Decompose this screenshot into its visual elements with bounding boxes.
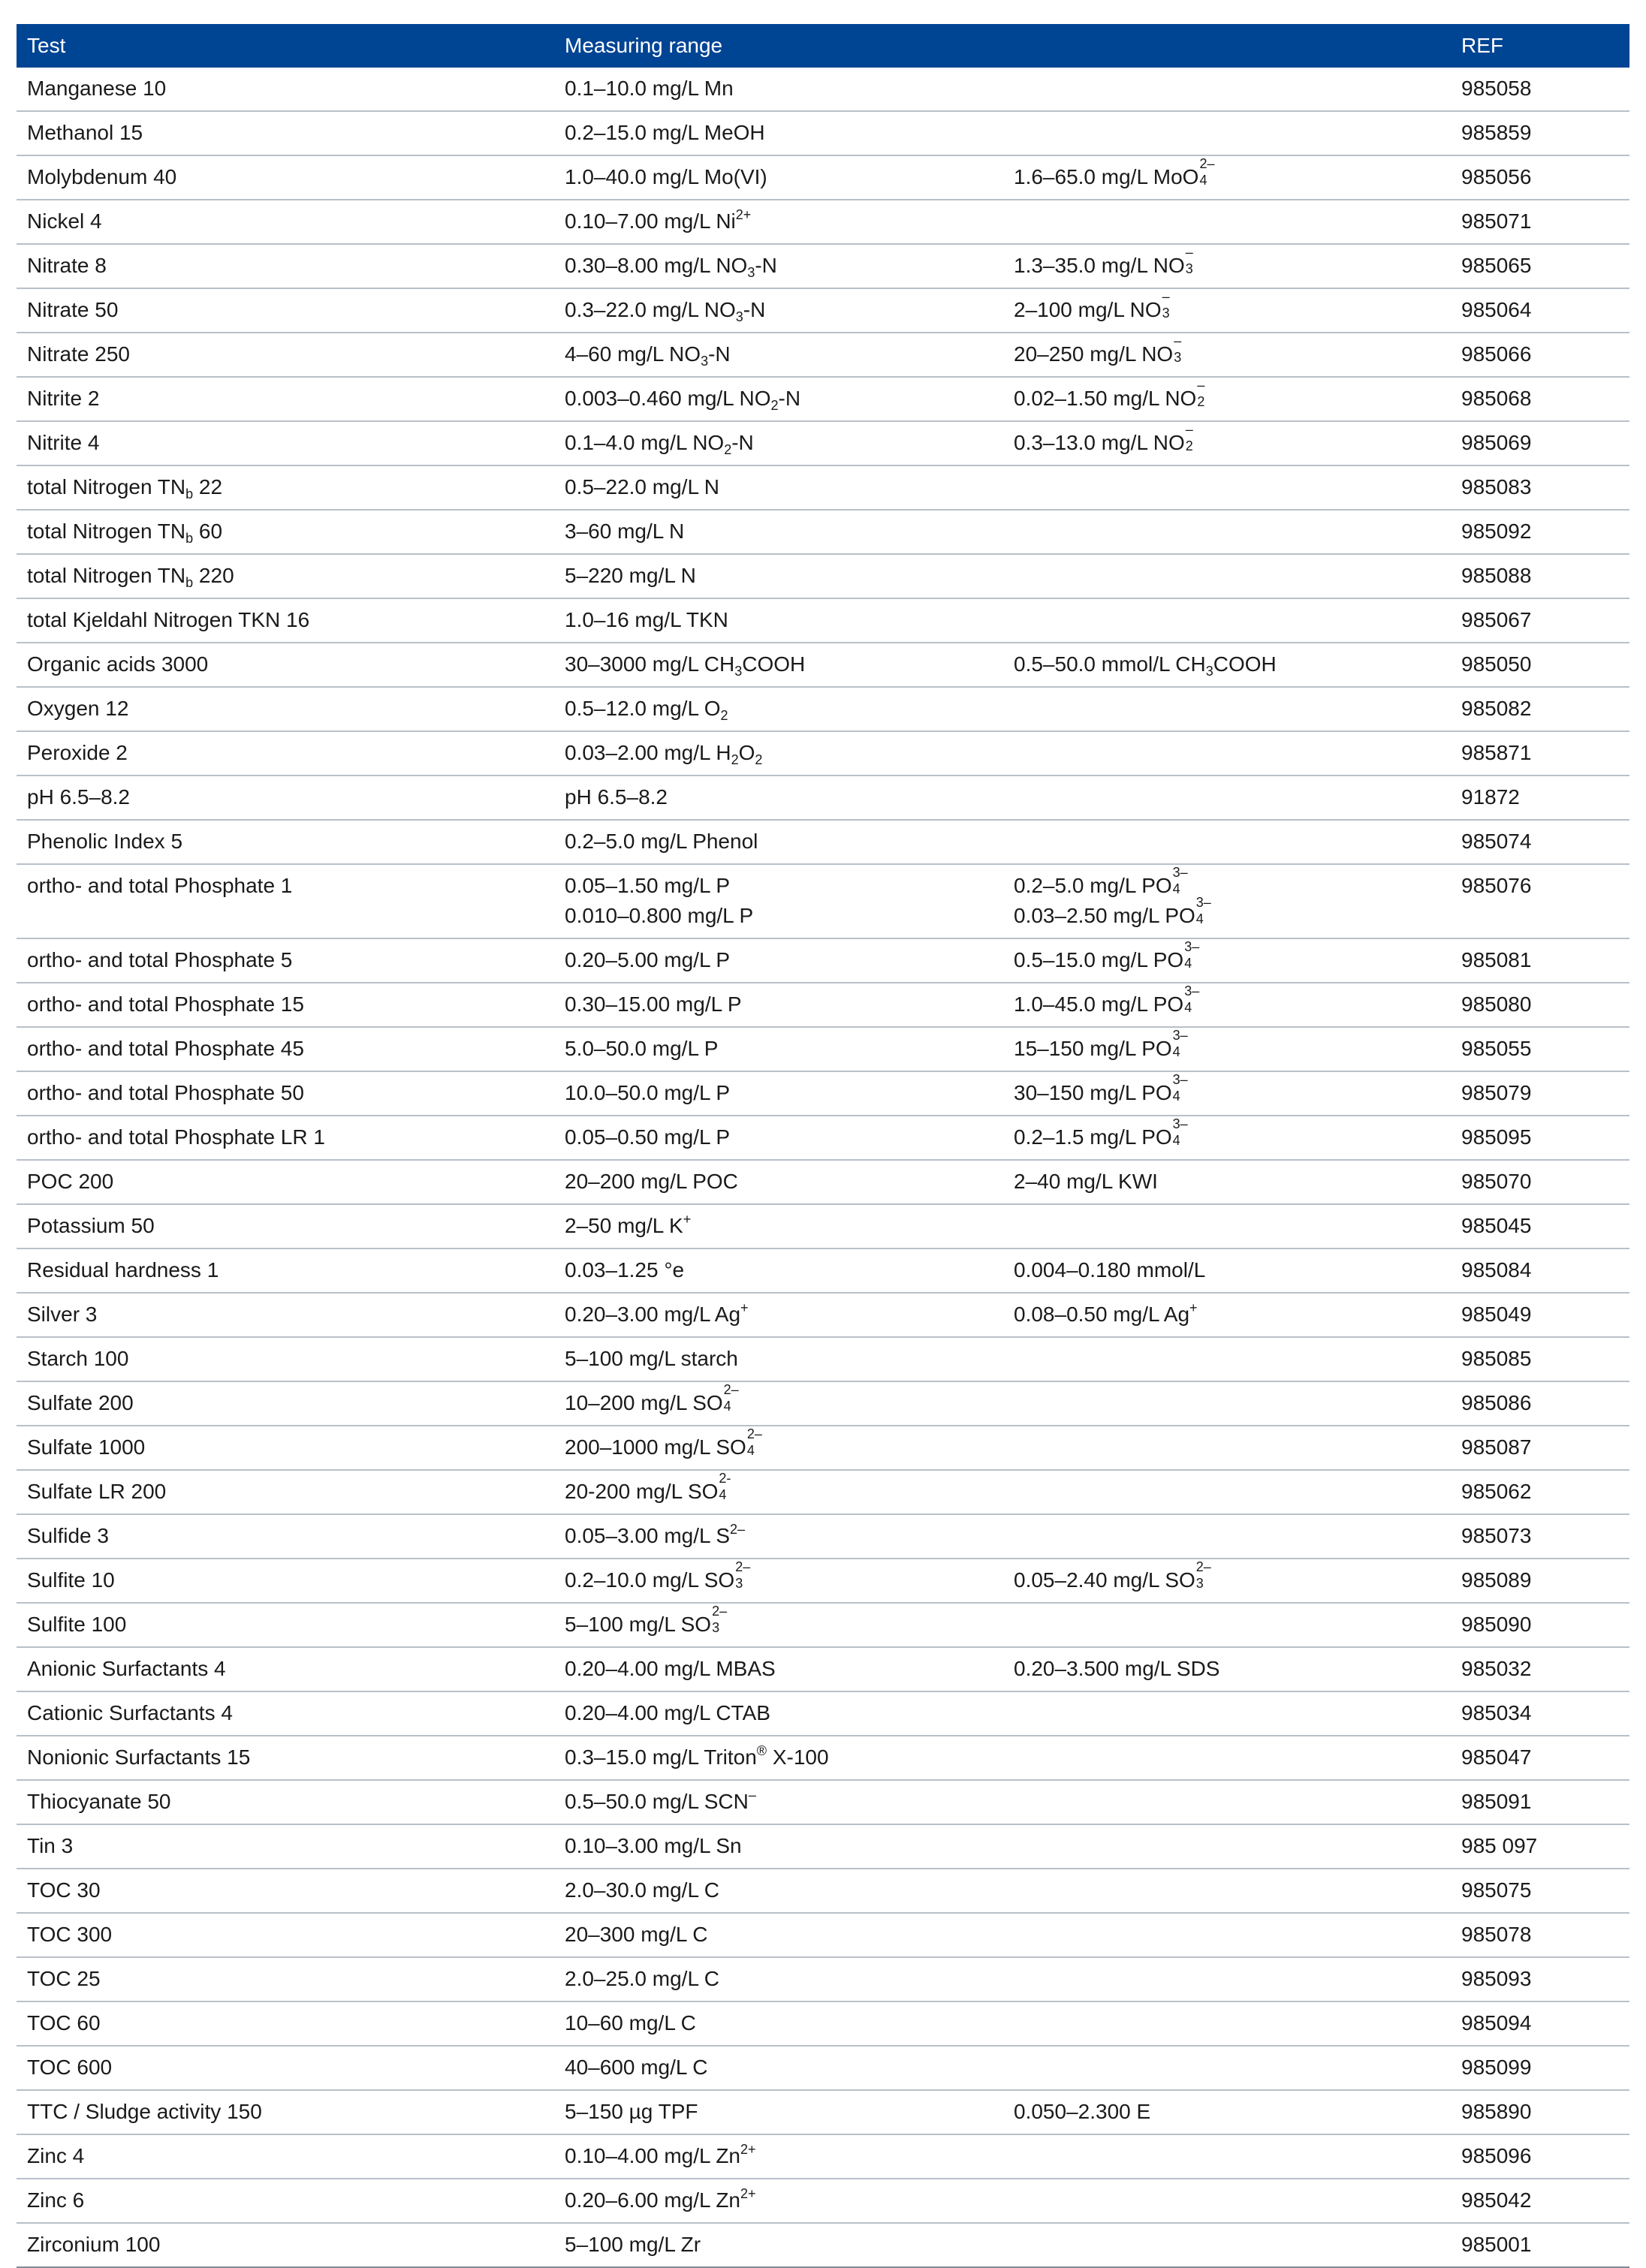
table-row: [17, 1780, 1629, 1824]
table-row: [17, 1514, 1629, 1559]
measuring-range-cell: 0.20–4.00 mg/L CTAB: [554, 1691, 1003, 1736]
ref-number-cell: 985075: [1451, 1869, 1629, 1913]
measuring-range-cell: pH 6.5–8.2: [554, 776, 1003, 820]
alt-range-cell: 0.004–0.180 mmol/L: [1003, 1248, 1451, 1293]
test-name-cell: Zinc 4: [17, 2134, 554, 2179]
measuring-range-cell: 4–60 mg/L $NO_3-N$: [554, 333, 1003, 377]
table-row: [17, 288, 1629, 333]
table-row: [17, 1957, 1629, 2001]
alt-range-cell: 1.3–35.0 mg/L NO – 3: [1003, 244, 1451, 288]
test-name-cell: Sulfate 1000: [17, 1426, 554, 1470]
measuring-range-cell: 0.003–0.460 mg/L $NO_2-N$: [554, 377, 1003, 421]
ref-number-cell: 985890: [1451, 2090, 1629, 2134]
ref-number-cell: 985068: [1451, 377, 1629, 421]
test-name-cell: total Nitrogen $TN_b$ 220: [17, 554, 554, 598]
measuring-range-cell: 0.5–22.0 mg/L N: [554, 465, 1003, 510]
measuring-range-cell: 0.1–10.0 mg/L Mn: [554, 68, 1003, 111]
alt-range-cell: 30–150 mg/L PO 3– 4: [1003, 1071, 1451, 1116]
test-kit-table: [17, 24, 1629, 2268]
ref-number-cell: 985032: [1451, 1647, 1629, 1691]
ref-number-cell: 985 097: [1451, 1824, 1629, 1869]
ref-number-cell: 985099: [1451, 2046, 1629, 2090]
test-name-cell: TOC 25: [17, 1957, 554, 2001]
ref-number-cell: 985074: [1451, 820, 1629, 864]
measuring-range-cell: 40–600 mg/L C: [554, 2046, 1003, 2090]
measuring-range-cell: 0.05–0.50 mg/L P: [554, 1116, 1003, 1160]
test-name-cell: TTC / Sludge activity 150: [17, 2090, 554, 2134]
ref-number-cell: 985076: [1451, 864, 1629, 938]
alt-range-cell: [1003, 1426, 1451, 1470]
ref-number-cell: 985064: [1451, 288, 1629, 333]
measuring-range-cell: 0.10–3.00 mg/L Sn: [554, 1824, 1003, 1869]
alt-range-cell: 0.050–2.300 E: [1003, 2090, 1451, 2134]
measuring-range-cell: 0.10–7.00 mg/L $Ni^{2+}$: [554, 200, 1003, 244]
measuring-range-cell: 1.0–40.0 mg/L Mo(VI): [554, 155, 1003, 200]
ref-number-cell: 985070: [1451, 1160, 1629, 1204]
alt-range-cell: 15–150 mg/L PO 3– 4: [1003, 1027, 1451, 1071]
alt-range-cell: 0.20–3.500 mg/L SDS: [1003, 1647, 1451, 1691]
alt-range-cell: [1003, 2134, 1451, 2179]
test-name-cell: Manganese 10: [17, 68, 554, 111]
alt-range-cell: [1003, 687, 1451, 731]
test-name-cell: Nickel 4: [17, 200, 554, 244]
table-row: [17, 554, 1629, 598]
alt-range-cell: [1003, 510, 1451, 554]
ref-number-cell: 985073: [1451, 1514, 1629, 1559]
ref-number-cell: 985091: [1451, 1780, 1629, 1824]
ref-number-cell: 985085: [1451, 1337, 1629, 1381]
alt-range-cell: 0.2–5.0 mg/L PO 3– 4 0.03–2.50 mg/L PO 3– 4: [1003, 864, 1451, 938]
test-name-cell: total Nitrogen $TN_b$ 22: [17, 465, 554, 510]
table-row: [17, 244, 1629, 288]
test-name-cell: Methanol 15: [17, 111, 554, 155]
alt-range-cell: 20–250 mg/L NO – 3: [1003, 333, 1451, 377]
alt-range-cell: [1003, 1470, 1451, 1514]
measuring-range-cell: 2.0–25.0 mg/L C: [554, 1957, 1003, 2001]
alt-range-cell: [1003, 1337, 1451, 1381]
ref-number-cell: 985093: [1451, 1957, 1629, 2001]
test-name-cell: Residual hardness 1: [17, 1248, 554, 1293]
table-row: [17, 1337, 1629, 1381]
measuring-range-cell: 0.20–5.00 mg/L P: [554, 938, 1003, 983]
test-name-cell: total Kjeldahl Nitrogen TKN 16: [17, 598, 554, 643]
alt-range-cell: [1003, 1691, 1451, 1736]
measuring-range-cell: 200–1000 mg/L SO 2– 4: [554, 1426, 1003, 1470]
table-row: [17, 1293, 1629, 1337]
table-row: [17, 864, 1629, 938]
ref-number-cell: 985087: [1451, 1426, 1629, 1470]
test-name-cell: Potassium 50: [17, 1204, 554, 1248]
test-name-cell: Nitrite 4: [17, 421, 554, 465]
ref-number-cell: 985080: [1451, 983, 1629, 1027]
alt-range-cell: [1003, 1957, 1451, 2001]
alt-range-cell: [1003, 554, 1451, 598]
ref-number-cell: 985056: [1451, 155, 1629, 200]
alt-range-cell: 0.08–0.50 mg/L Ag+: [1003, 1293, 1451, 1337]
ref-number-cell: 985095: [1451, 1116, 1629, 1160]
ref-number-cell: 985067: [1451, 598, 1629, 643]
alt-range-cell: 2–40 mg/L KWI: [1003, 1160, 1451, 1204]
measuring-range-cell: 5–100 mg/L SO 2– 3: [554, 1603, 1003, 1647]
measuring-range-cell: 0.30–15.00 mg/L P: [554, 983, 1003, 1027]
alt-range-cell: 0.02–1.50 mg/L NO – 2: [1003, 377, 1451, 421]
measuring-range-cell: 0.3–15.0 mg/L Triton® X-100: [554, 1736, 1003, 1780]
alt-range-cell: [1003, 1514, 1451, 1559]
ref-number-cell: 985871: [1451, 731, 1629, 776]
test-name-cell: Silver 3: [17, 1293, 554, 1337]
test-name-cell: Sulfide 3: [17, 1514, 554, 1559]
test-name-cell: TOC 60: [17, 2001, 554, 2046]
test-name-cell: Sulfite 10: [17, 1559, 554, 1603]
alt-range-cell: [1003, 731, 1451, 776]
test-name-cell: ortho- and total Phosphate 50: [17, 1071, 554, 1116]
test-name-cell: ortho- and total Phosphate 1: [17, 864, 554, 938]
measuring-range-cell: 10–60 mg/L C: [554, 2001, 1003, 2046]
alt-range-cell: [1003, 598, 1451, 643]
table-row: [17, 1426, 1629, 1470]
table-row: [17, 465, 1629, 510]
table-row: [17, 2090, 1629, 2134]
measuring-range-cell: 0.3–22.0 mg/L $NO_3-N$: [554, 288, 1003, 333]
measuring-range-cell: 10.0–50.0 mg/L P: [554, 1071, 1003, 1116]
ref-number-cell: 985094: [1451, 2001, 1629, 2046]
measuring-range-cell: 0.20–3.00 mg/L Ag+: [554, 1293, 1003, 1337]
test-name-cell: Sulfite 100: [17, 1603, 554, 1647]
table-row: [17, 731, 1629, 776]
test-name-cell: Zinc 6: [17, 2179, 554, 2223]
ref-number-cell: 985047: [1451, 1736, 1629, 1780]
measuring-range-cell: 1.0–16 mg/L TKN: [554, 598, 1003, 643]
measuring-range-cell: 2–50 mg/L K+: [554, 1204, 1003, 1248]
test-name-cell: TOC 30: [17, 1869, 554, 1913]
ref-number-cell: 985092: [1451, 510, 1629, 554]
alt-range-cell: 0.05–2.40 mg/L SO 2– 3: [1003, 1559, 1451, 1603]
alt-range-cell: 2–100 mg/L NO – 3: [1003, 288, 1451, 333]
ref-number-cell: 985042: [1451, 2179, 1629, 2223]
table-row: [17, 1470, 1629, 1514]
alt-range-cell: [1003, 2223, 1451, 2267]
table-row: [17, 111, 1629, 155]
ref-number-cell: 985086: [1451, 1381, 1629, 1426]
measuring-range-cell: 0.05–1.50 mg/L P 0.010–0.800 mg/L P: [554, 864, 1003, 938]
table-row: [17, 1116, 1629, 1160]
ref-number-cell: 985049: [1451, 1293, 1629, 1337]
measuring-range-cell: 0.2–15.0 mg/L MeOH: [554, 111, 1003, 155]
alt-range-cell: [1003, 68, 1451, 111]
table-row: [17, 2046, 1629, 2090]
test-name-cell: Oxygen 12: [17, 687, 554, 731]
alt-range-cell: [1003, 200, 1451, 244]
table-header-row: [17, 24, 1629, 68]
measuring-range-cell: 0.5–12.0 mg/L $O_2$: [554, 687, 1003, 731]
test-name-cell: ortho- and total Phosphate LR 1: [17, 1116, 554, 1160]
table-row: [17, 1603, 1629, 1647]
ref-number-cell: 985045: [1451, 1204, 1629, 1248]
alt-range-cell: [1003, 2046, 1451, 2090]
table-row: [17, 1204, 1629, 1248]
measuring-range-cell: 0.10–4.00 mg/L $Zn^{2+}$: [554, 2134, 1003, 2179]
table-row: [17, 1559, 1629, 1603]
measuring-range-cell: 0.2–10.0 mg/L SO 2– 3: [554, 1559, 1003, 1603]
test-name-cell: ortho- and total Phosphate 5: [17, 938, 554, 983]
table-row: [17, 421, 1629, 465]
ref-number-cell: 985066: [1451, 333, 1629, 377]
alt-range-cell: 0.3–13.0 mg/L NO – 2: [1003, 421, 1451, 465]
test-name-cell: Nitrate 50: [17, 288, 554, 333]
table-row: [17, 1160, 1629, 1204]
measuring-range-cell: 0.30–8.00 mg/L $NO_3-N$: [554, 244, 1003, 288]
table-row: [17, 2223, 1629, 2267]
test-name-cell: TOC 600: [17, 2046, 554, 2090]
test-name-cell: Sulfate LR 200: [17, 1470, 554, 1514]
alt-range-cell: [1003, 1824, 1451, 1869]
measuring-range-cell: 20-200 mg/L SO 2- 4: [554, 1470, 1003, 1514]
measuring-range-cell: 0.2–5.0 mg/L Phenol: [554, 820, 1003, 864]
ref-number-cell: 985055: [1451, 1027, 1629, 1071]
alt-range-cell: [1003, 465, 1451, 510]
ref-number-cell: 985090: [1451, 1603, 1629, 1647]
header-test: Test: [17, 24, 554, 68]
measuring-range-cell: 20–200 mg/L POC: [554, 1160, 1003, 1204]
test-name-cell: Organic acids 3000: [17, 643, 554, 687]
reagent-table-sheet: [17, 24, 1629, 2268]
test-name-cell: pH 6.5–8.2: [17, 776, 554, 820]
alt-range-cell: 0.5–15.0 mg/L PO 3– 4: [1003, 938, 1451, 983]
test-name-cell: total Nitrogen $TN_b$ 60: [17, 510, 554, 554]
table-row: [17, 377, 1629, 421]
measuring-range-cell: 0.1–4.0 mg/L $NO_2-N$: [554, 421, 1003, 465]
test-name-cell: Sulfate 200: [17, 1381, 554, 1426]
table-row: [17, 938, 1629, 983]
measuring-range-cell: 0.03–2.00 mg/L $H_2O_2$: [554, 731, 1003, 776]
test-name-cell: POC 200: [17, 1160, 554, 1204]
alt-range-cell: [1003, 1913, 1451, 1957]
ref-number-cell: 985069: [1451, 421, 1629, 465]
ref-number-cell: 985089: [1451, 1559, 1629, 1603]
test-name-cell: Nitrite 2: [17, 377, 554, 421]
table-row: [17, 200, 1629, 244]
ref-number-cell: 985034: [1451, 1691, 1629, 1736]
table-row: [17, 687, 1629, 731]
test-name-cell: Thiocyanate 50: [17, 1780, 554, 1824]
test-name-cell: ortho- and total Phosphate 45: [17, 1027, 554, 1071]
table-row: [17, 983, 1629, 1027]
test-name-cell: Peroxide 2: [17, 731, 554, 776]
table-row: [17, 1913, 1629, 1957]
alt-range-cell: 1.6–65.0 mg/L MoO 2– 4: [1003, 155, 1451, 200]
alt-range-cell: [1003, 1603, 1451, 1647]
measuring-range-cell: 5.0–50.0 mg/L P: [554, 1027, 1003, 1071]
header-measuring-range: Measuring range: [554, 24, 1003, 68]
table-row: [17, 776, 1629, 820]
table-row: [17, 68, 1629, 111]
alt-range-cell: 1.0–45.0 mg/L PO 3– 4: [1003, 983, 1451, 1027]
ref-number-cell: 985083: [1451, 465, 1629, 510]
measuring-range-cell: 5–150 µg TPF: [554, 2090, 1003, 2134]
measuring-range-cell: 5–100 mg/L Zr: [554, 2223, 1003, 2267]
alt-range-cell: 0.2–1.5 mg/L PO 3– 4: [1003, 1116, 1451, 1160]
test-name-cell: TOC 300: [17, 1913, 554, 1957]
measuring-range-cell: 5–100 mg/L starch: [554, 1337, 1003, 1381]
measuring-range-cell: 0.20–6.00 mg/L $Zn^{2+}$: [554, 2179, 1003, 2223]
measuring-range-cell: 0.20–4.00 mg/L MBAS: [554, 1647, 1003, 1691]
test-name-cell: Tin 3: [17, 1824, 554, 1869]
alt-range-cell: [1003, 1204, 1451, 1248]
measuring-range-cell: 3–60 mg/L N: [554, 510, 1003, 554]
alt-range-cell: [1003, 1736, 1451, 1780]
table-row: [17, 643, 1629, 687]
header-alt-range: [1003, 24, 1451, 68]
table-row: [17, 1071, 1629, 1116]
alt-range-cell: [1003, 1780, 1451, 1824]
measuring-range-cell: 0.5–50.0 mg/L SCN–: [554, 1780, 1003, 1824]
ref-number-cell: 985058: [1451, 68, 1629, 111]
alt-range-cell: 0.5–50.0 mmol/L $CH_3COOH$: [1003, 643, 1451, 687]
table-row: [17, 510, 1629, 554]
test-name-cell: Starch 100: [17, 1337, 554, 1381]
table-body: [17, 68, 1629, 2267]
ref-number-cell: 985062: [1451, 1470, 1629, 1514]
alt-range-cell: [1003, 2179, 1451, 2223]
measuring-range-cell: 2.0–30.0 mg/L C: [554, 1869, 1003, 1913]
test-name-cell: Nitrate 250: [17, 333, 554, 377]
table-row: [17, 598, 1629, 643]
ref-number-cell: 985081: [1451, 938, 1629, 983]
measuring-range-cell: 0.05–3.00 mg/L $S^{2-}$: [554, 1514, 1003, 1559]
measuring-range-cell: 5–220 mg/L N: [554, 554, 1003, 598]
table-row: [17, 2001, 1629, 2046]
table-row: [17, 1869, 1629, 1913]
alt-range-cell: [1003, 111, 1451, 155]
table-row: [17, 1248, 1629, 1293]
test-name-cell: Phenolic Index 5: [17, 820, 554, 864]
table-row: [17, 1824, 1629, 1869]
alt-range-cell: [1003, 1381, 1451, 1426]
ref-number-cell: 985096: [1451, 2134, 1629, 2179]
ref-number-cell: 985065: [1451, 244, 1629, 288]
table-row: [17, 1027, 1629, 1071]
test-name-cell: ortho- and total Phosphate 15: [17, 983, 554, 1027]
measuring-range-cell: 30–3000 mg/L $CH_3COOH$: [554, 643, 1003, 687]
test-name-cell: Nitrate 8: [17, 244, 554, 288]
test-name-cell: Anionic Surfactants 4: [17, 1647, 554, 1691]
ref-number-cell: 985079: [1451, 1071, 1629, 1116]
table-row: [17, 2179, 1629, 2223]
ref-number-cell: 985001: [1451, 2223, 1629, 2267]
table-row: [17, 333, 1629, 377]
header-ref: REF: [1451, 24, 1629, 68]
table-row: [17, 1691, 1629, 1736]
alt-range-cell: [1003, 820, 1451, 864]
ref-number-cell: 985084: [1451, 1248, 1629, 1293]
ref-number-cell: 91872: [1451, 776, 1629, 820]
alt-range-cell: [1003, 776, 1451, 820]
table-row: [17, 820, 1629, 864]
table-row: [17, 2134, 1629, 2179]
ref-number-cell: 985050: [1451, 643, 1629, 687]
ref-number-cell: 985088: [1451, 554, 1629, 598]
ref-number-cell: 985859: [1451, 111, 1629, 155]
test-name-cell: Molybdenum 40: [17, 155, 554, 200]
test-name-cell: Zirconium 100: [17, 2223, 554, 2267]
test-name-cell: Nonionic Surfactants 15: [17, 1736, 554, 1780]
alt-range-cell: [1003, 1869, 1451, 1913]
measuring-range-cell: 20–300 mg/L C: [554, 1913, 1003, 1957]
table-row: [17, 1647, 1629, 1691]
test-name-cell: Cationic Surfactants 4: [17, 1691, 554, 1736]
ref-number-cell: 985078: [1451, 1913, 1629, 1957]
table-row: [17, 155, 1629, 200]
ref-number-cell: 985082: [1451, 687, 1629, 731]
measuring-range-cell: 0.03–1.25 °e: [554, 1248, 1003, 1293]
ref-number-cell: 985071: [1451, 200, 1629, 244]
table-row: [17, 1736, 1629, 1780]
measuring-range-cell: 10–200 mg/L SO 2– 4: [554, 1381, 1003, 1426]
alt-range-cell: [1003, 2001, 1451, 2046]
table-row: [17, 1381, 1629, 1426]
